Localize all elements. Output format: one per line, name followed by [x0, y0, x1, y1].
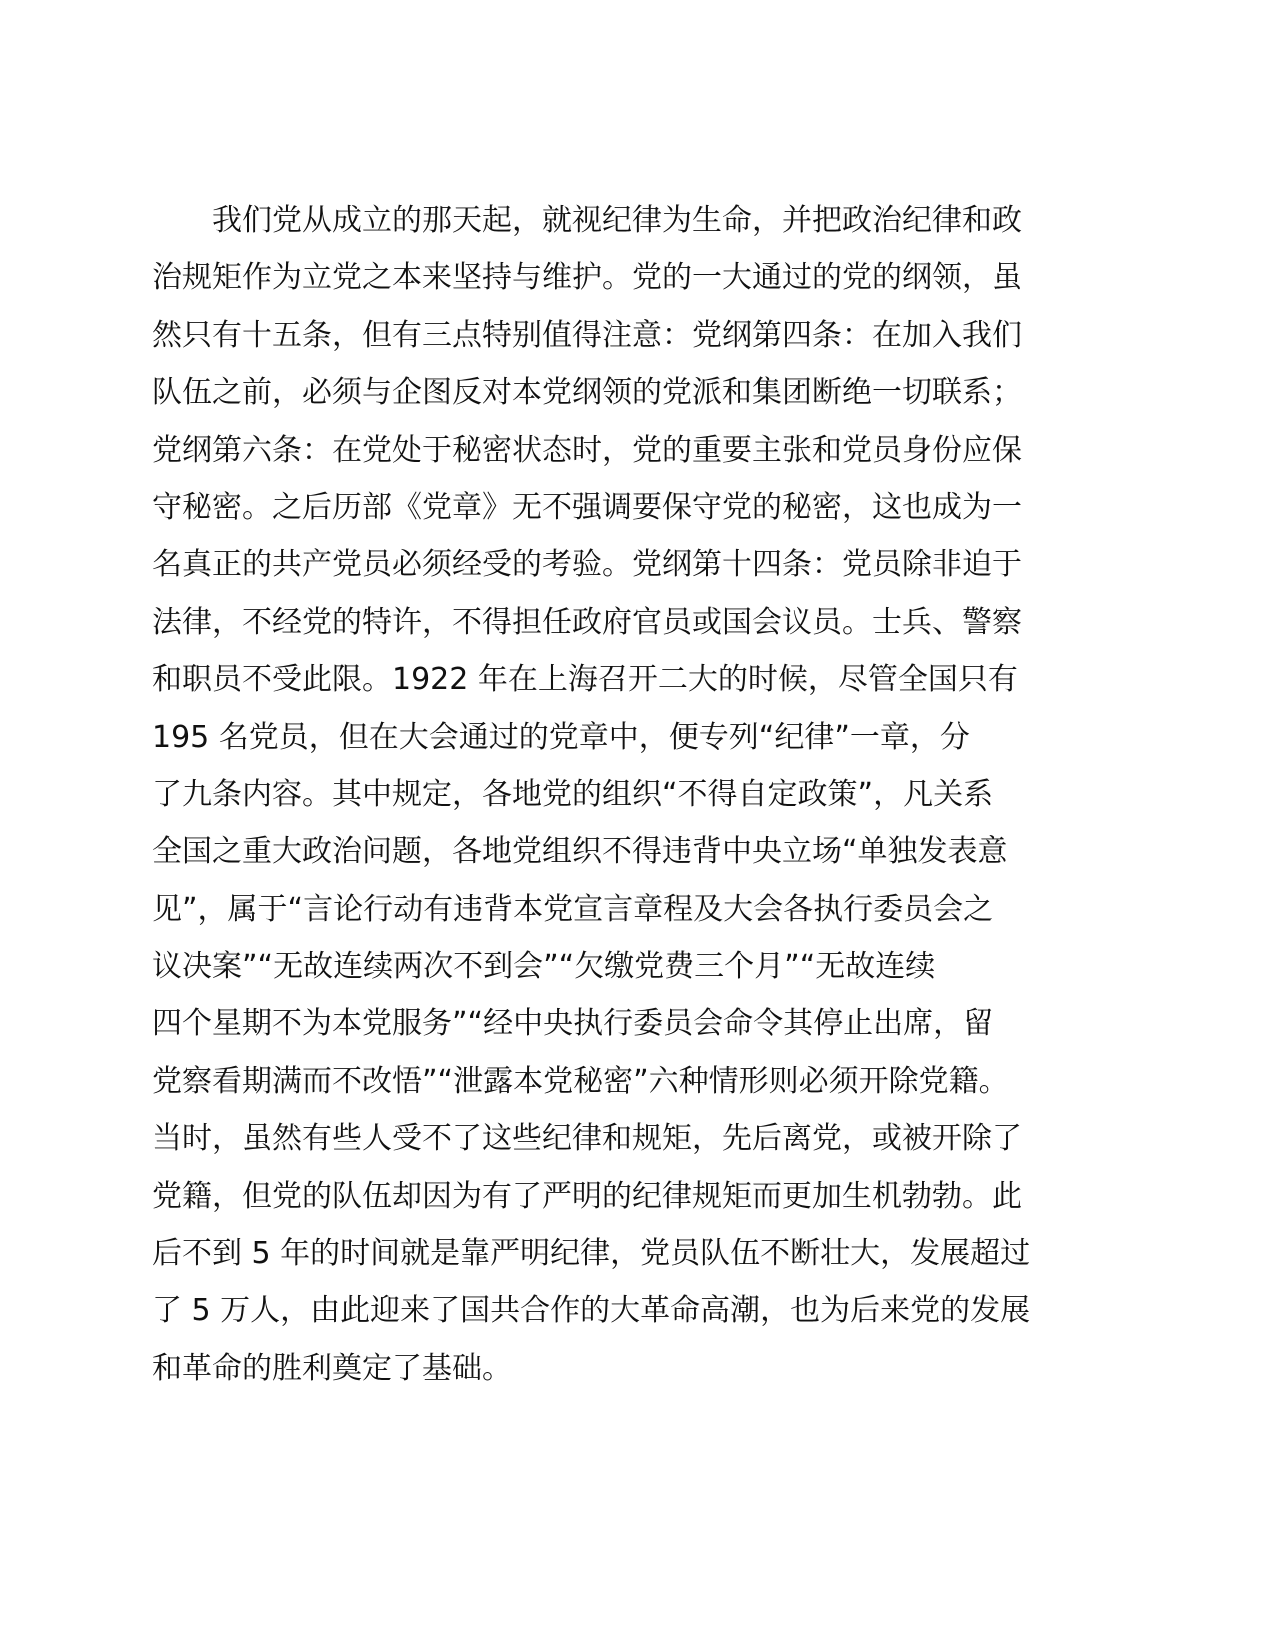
paragraph-line: 后不到 5 年的时间就是靠严明纪律，党员队伍不断壮大，发展超过 [152, 1236, 1031, 1272]
body-paragraph [152, 192, 1112, 1397]
paragraph-line: 我们党从成立的那天起，就视纪律为生命，并把政治纪律和政 [212, 203, 1022, 238]
paragraph-line: 党察看期满而不改悟”“泄露本党秘密”六种情形则必须开除党籍。 [152, 1063, 1009, 1099]
paragraph-line: 了九条内容。其中规定，各地党的组织“不得自定政策”，凡关系 [152, 776, 994, 812]
paragraph-line: 治规矩作为立党之本来坚持与维护。党的一大通过的党的纲领，虽 [152, 260, 1022, 296]
paragraph-line: 四个星期不为本党服务”“经中央执行委员会命令其停止出席，留 [152, 1006, 994, 1042]
paragraph-line: 全国之重大政治问题，各地党组织不得违背中央立场“单独发表意 [152, 834, 1008, 870]
paragraph-line: 和职员不受此限。1922 年在上海召开二大的时候，尽管全国只有 [152, 662, 1018, 698]
paragraph-line: 法律，不经党的特许，不得担任政府官员或国会议员。士兵、警察 [152, 604, 1022, 640]
paragraph-line: 然只有十五条，但有三点特别值得注意：党纲第四条：在加入我们 [152, 317, 1022, 353]
paragraph-line: 当时，虽然有些人受不了这些纪律和规矩，先后离党，或被开除了 [152, 1121, 1022, 1157]
paragraph-line: 了 5 万人，由此迎来了国共合作的大革命高潮，也为后来党的发展 [152, 1293, 1031, 1329]
paragraph-line: 队伍之前，必须与企图反对本党纲领的党派和集团断绝一切联系； [152, 375, 1022, 411]
paragraph-line: 党籍，但党的队伍却因为有了严明的纪律规矩而更加生机勃勃。此 [152, 1178, 1022, 1214]
paragraph-line: 守秘密。之后历部《党章》无不强调要保守党的秘密，这也成为一 [152, 489, 1022, 525]
paragraph-line: 议决案”“无故连续两次不到会”“欠缴党费三个月”“无故连续 [152, 949, 936, 985]
paragraph-line: 和革命的胜利奠定了基础。 [152, 1350, 512, 1386]
paragraph-line: 名真正的共产党员必须经受的考验。党纲第十四条：党员除非迫于 [152, 547, 1022, 583]
paragraph-line: 党纲第六条：在党处于秘密状态时，党的重要主张和党员身份应保 [152, 432, 1022, 468]
paragraph-line: 见”，属于“言论行动有违背本党宣言章程及大会各执行委员会之 [152, 891, 994, 927]
paragraph-line: 195 名党员，但在大会通过的党章中，便专列“纪律”一章，分 [152, 719, 970, 755]
